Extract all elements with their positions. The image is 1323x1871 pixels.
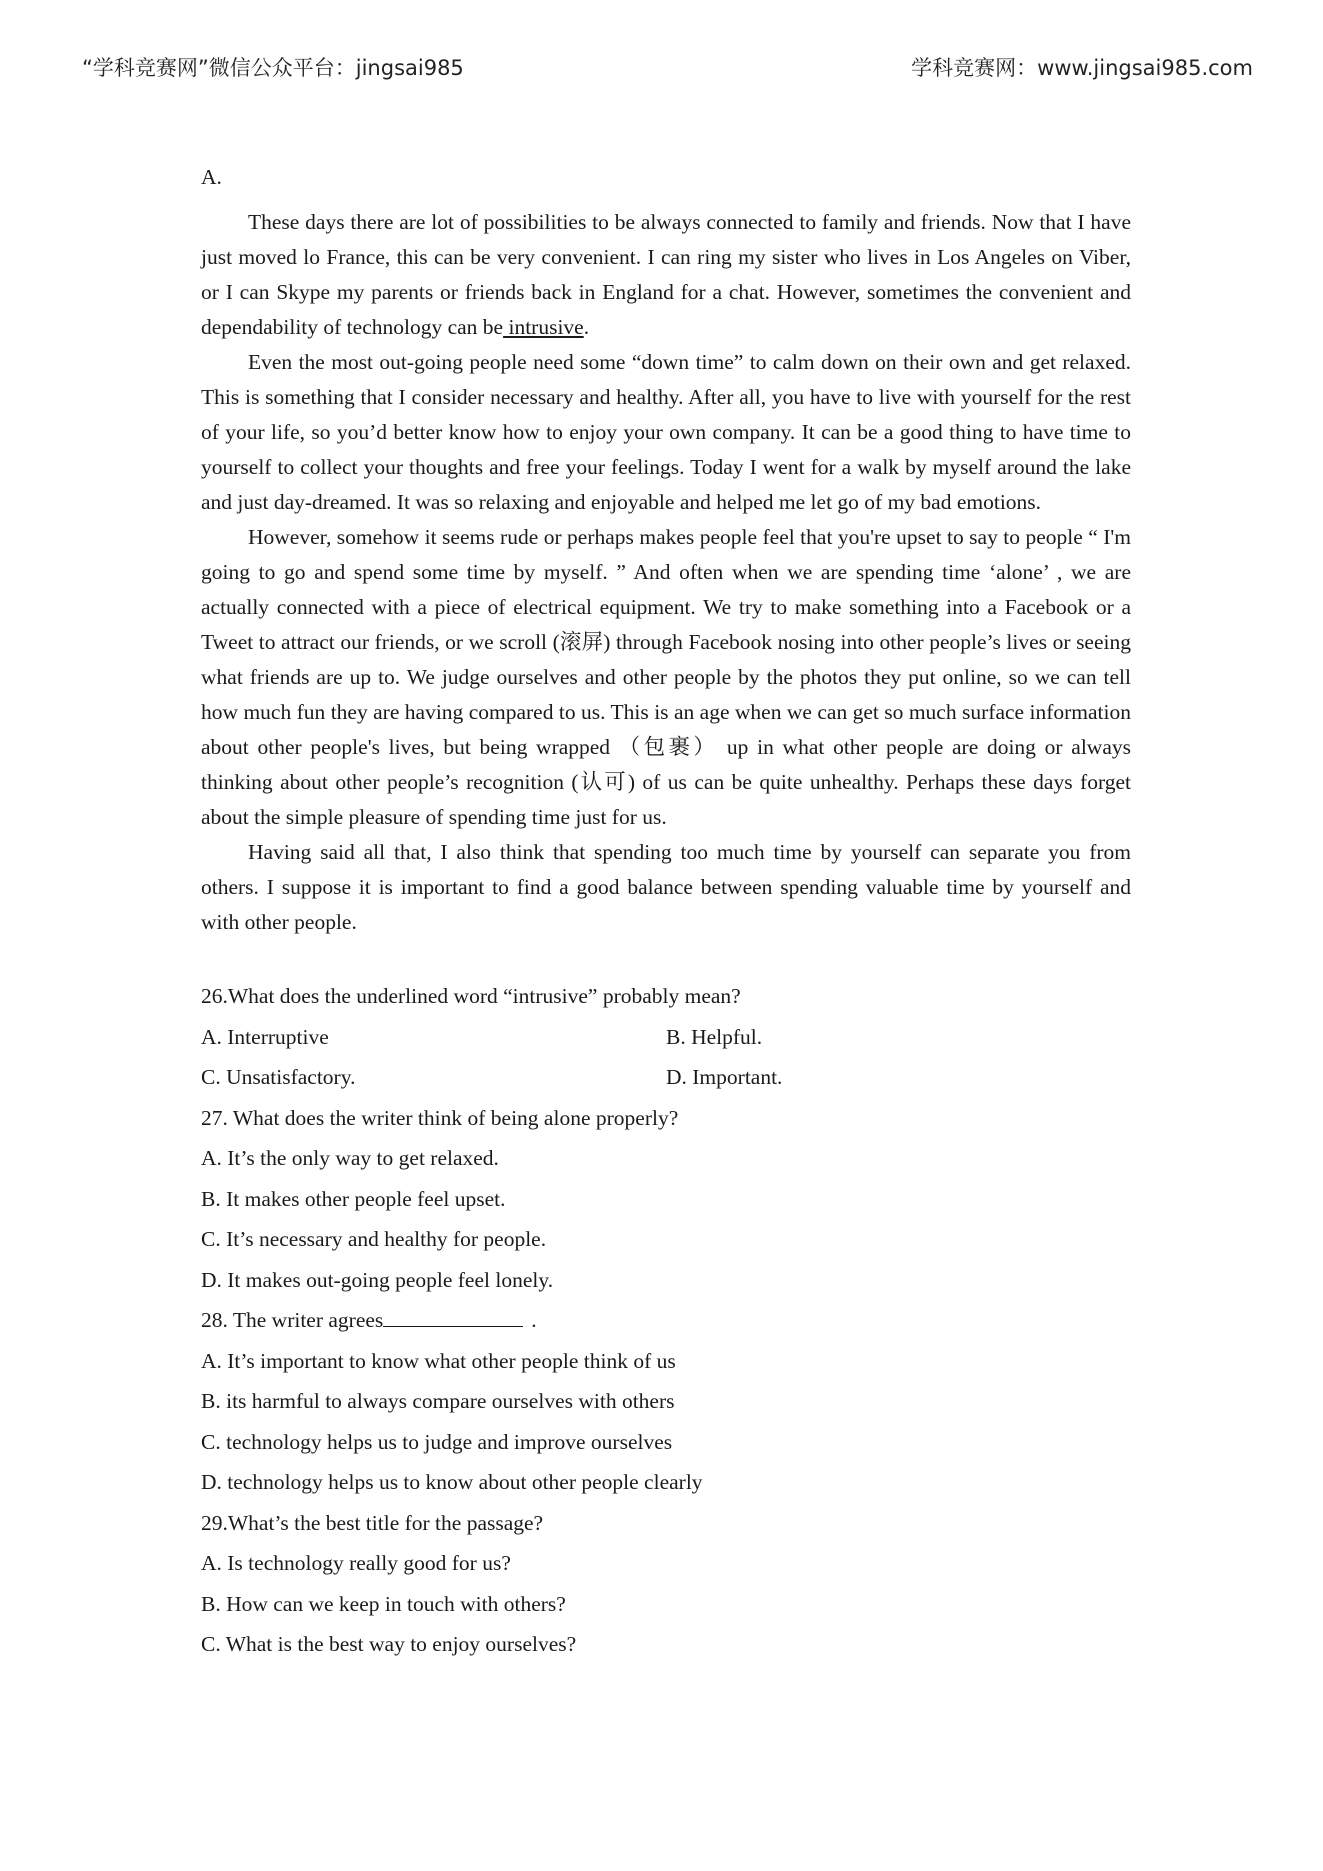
question-stem <box>201 1300 1131 1341</box>
question-27 <box>201 1098 1131 1301</box>
option-c: C. Unsatisfactory. <box>201 1065 356 1089</box>
paragraph-4: Having said all that, I also think that spending too much time by yourself can separate you from others. I suppose it is important to find a good balance between spending valuable time by yourself and with other people. <box>201 840 1131 934</box>
option-b: B. Helpful. <box>666 1024 763 1049</box>
paragraph-1-text: These days there are lot of possibilities to be always connected to family and friends. Now that I have just moved lo France, this can be very convenient. I can ring my sister who lives in Los Angeles on Viber, or I can Skype my parents or friends back in England for a chat. However, sometimes the convenient and dependability of technology can be <box>201 210 1131 339</box>
option-d: D. technology helps us to know about other people clearly <box>201 1470 703 1494</box>
paragraph-1-end: . <box>583 315 590 339</box>
question-stem: 26.What does the underlined word “intrusive” probably mean? <box>201 984 741 1008</box>
section-label: A. <box>201 165 222 189</box>
question-29 <box>201 1503 1131 1665</box>
question-stem-end: . <box>531 1308 537 1332</box>
paragraph-1 <box>201 205 1131 345</box>
question-stem: 27. What does the writer think of being alone properly? <box>201 1105 679 1130</box>
option-d: D. It makes out-going people feel lonely. <box>201 1267 554 1292</box>
option-b: B. How can we keep in touch with others? <box>201 1591 566 1616</box>
underlined-word: intrusive <box>503 315 584 339</box>
paragraph-2: Even the most out-going people need some “down time” to calm down on their own and get relaxed. This is something that I consider necessary and healthy. After all, you have to live with yourself for the rest of your life, so you’d better know how to enjoy your own company. It can be a good thing to have time to yourself to collect your thoughts and free your feelings. Today I went for a walk by myself around the lake and just day-dreamed. It was so relaxing and enjoyable and helped me let go of my bad emotions. <box>201 350 1131 514</box>
question-stem-text: 28. The writer agrees <box>201 1308 384 1332</box>
option-a: A. Is technology really good for us? <box>201 1551 511 1575</box>
header-left-text: “学科竞赛网”微信公众平台：jingsai985 <box>82 56 464 80</box>
option-b: B. It makes other people feel upset. <box>201 1186 506 1211</box>
option-row <box>201 1057 1131 1098</box>
option-a: A. Interruptive <box>201 1024 329 1049</box>
question-list <box>201 976 1131 1665</box>
option-a: A. It’s the only way to get relaxed. <box>201 1146 499 1170</box>
paragraph-3: However, somehow it seems rude or perhaps makes people feel that you're upset to say to people “ I'm going to go and spend some time by myself. ” And often when we are spending time ‘alone’ , we are actually connected with a piece of electrical equipment. We try to make something into a Facebook or a Tweet to attract our friends, or we scroll (滚屏) through Facebook nosing into other people’s lives or seeing what friends are up to. We judge ourselves and other people by the photos they put online, so we can tell how much fun they are having compared to us. This is an age when we can get so much surface information about other people's lives, but being wrapped （包裹） up in what other people are doing or always thinking about other people’s recognition (认可) of us can be quite unhealthy. Perhaps these days forget about the simple pleasure of spending time just for us. <box>201 525 1131 829</box>
option-a: A. It’s important to know what other people think of us <box>201 1348 676 1373</box>
document-body <box>201 160 1131 1665</box>
option-row <box>201 1017 1131 1058</box>
option-c: C. technology helps us to judge and improve ourselves <box>201 1429 673 1454</box>
option-d: D. Important. <box>666 1065 783 1089</box>
option-c: C. It’s necessary and healthy for people. <box>201 1227 547 1251</box>
option-c: C. What is the best way to enjoy ourselves? <box>201 1632 577 1656</box>
option-b: B. its harmful to always compare ourselves with others <box>201 1389 675 1413</box>
question-stem: 29.What’s the best title for the passage? <box>201 1510 544 1535</box>
header-right-text: 学科竞赛网：www.jingsai985.com <box>911 56 1253 80</box>
question-26 <box>201 976 1131 1098</box>
answer-blank <box>383 1304 523 1327</box>
page-header <box>82 52 1253 82</box>
question-28 <box>201 1300 1131 1503</box>
